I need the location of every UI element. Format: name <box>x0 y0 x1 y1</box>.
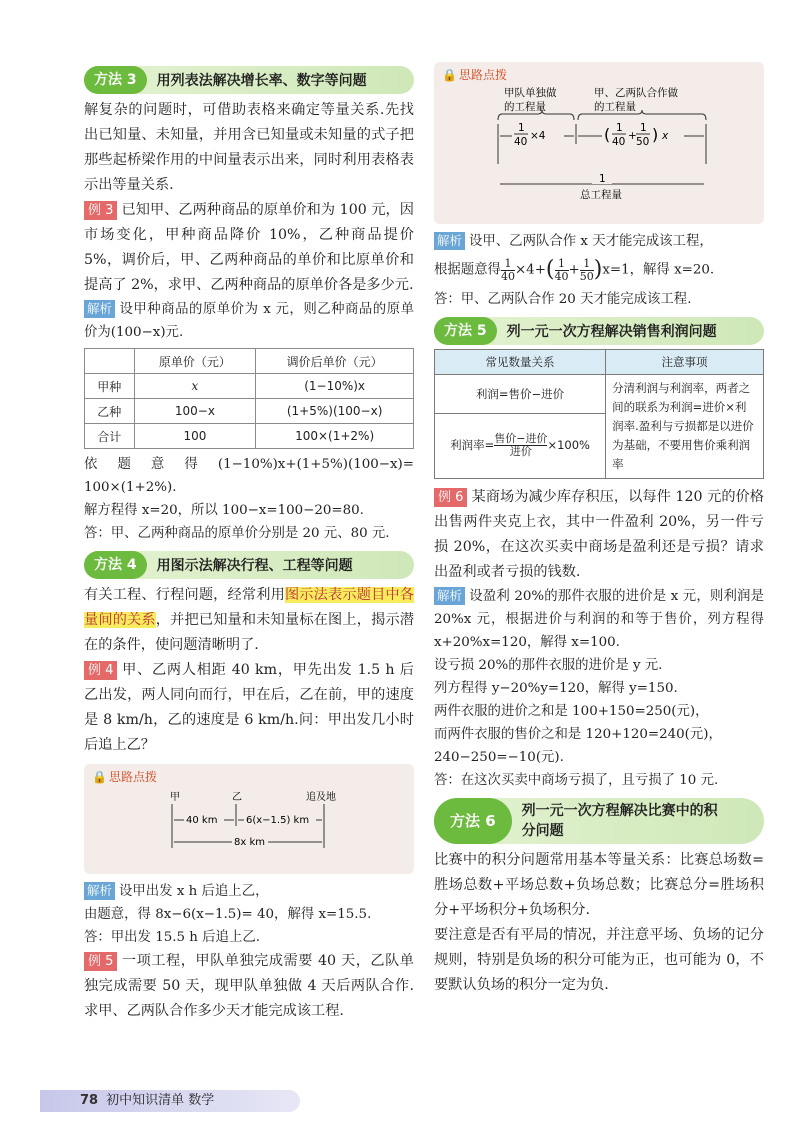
eq-suffix: x=1，解得 x=20. <box>602 262 715 278</box>
paren-open-icon: ( <box>545 257 555 282</box>
f3-den: 50 <box>636 136 650 148</box>
method-6-title-2: 分问题 <box>521 822 564 839</box>
label-jia-work-b: 的工程量 <box>504 101 546 113</box>
lock-icon: 🔒 <box>92 770 107 784</box>
label-joint-work: 甲、乙两队合作做 <box>594 87 678 99</box>
table-cell-note: 分清利润与利润率，两者之间的联系为利润=进价×利润率.盈利与亏损都是以进价为基础，不要用售价乘利润率 <box>606 374 764 478</box>
example-3-answer: 答：甲、乙两种商品的原单价分别是 20 元、80 元. <box>84 526 390 541</box>
example-5-tag: 例 5 <box>84 952 117 971</box>
method-3-title: 用列表法解决增长率、数字等问题 <box>156 73 367 89</box>
total-num: 1 <box>599 173 606 185</box>
method-4-text <box>84 583 414 658</box>
frac-den: 50 <box>579 269 594 283</box>
table-cell: (1+5%)(100−x) <box>256 399 414 424</box>
table-cell: 100−x <box>134 399 256 424</box>
frac-num: 1 <box>501 258 515 271</box>
chase-diagram <box>92 786 406 868</box>
example-5-answer: 答：甲、乙两队合作 20 天才能完成该工程. <box>434 291 692 307</box>
label-jia-distance: 8x km <box>234 837 265 848</box>
label-yi-distance: 6(x−1.5) km <box>246 815 310 826</box>
method-6-title <box>512 801 718 841</box>
example-3-solution-3: 解方程得 x=20，所以 100−x=100−20=80. <box>84 503 364 518</box>
method-6-header <box>434 798 764 844</box>
label-40km: 40 km <box>186 815 218 826</box>
table-cell: 100 <box>134 424 256 449</box>
example-4-solution-2: 由题意，得 8x−6(x−1.5)= 40，解得 x=15.5. <box>84 907 372 922</box>
method-5-header <box>434 317 764 345</box>
table-cell: 乙种 <box>85 399 135 424</box>
f1-num: 1 <box>518 122 525 134</box>
f1-suffix: ×4 <box>530 130 546 142</box>
example-3-solution-2: 依题意得(1−10%)x+(1+5%)(100−x)= 100×(1+2%). <box>84 457 414 495</box>
table-header-cell: 调价后单价（元） <box>256 349 414 374</box>
example-3-solution-1: 设甲种商品的原单价为 x 元，则乙种商品的原单价为(100−x)元. <box>84 302 414 340</box>
example-4-solution <box>84 880 414 903</box>
method-6-text-1: 比赛中的积分问题常用基本等量关系：比赛总场数=胜场总数+平场总数+负场总数；比赛总分=胜场积分+平场积分+负场积分. <box>434 851 764 918</box>
label-catchup: 追及地 <box>306 792 336 803</box>
table-row <box>85 399 414 424</box>
method-6-title-1: 列一元一次方程解决比赛中的积 <box>521 802 718 819</box>
method-4-text-a: 有关工程、行程问题，经常利用 <box>84 587 285 603</box>
frac-num: 售价−进价 <box>494 432 548 446</box>
method-4-tag: 方法 4 <box>84 551 147 579</box>
paren-close-icon: ) <box>652 125 659 144</box>
frac-den: 进价 <box>509 445 532 459</box>
plus-icon: + <box>628 130 637 142</box>
example-4-solution-1: 设甲出发 x h 后追上乙， <box>119 884 269 899</box>
label-joint-work-b: 的工程量 <box>594 101 636 113</box>
fraction-1-40 <box>501 258 515 283</box>
example-6-solution-3: 列方程得 y−20%y=120，解得 y=150. <box>434 680 678 696</box>
example-3-tag: 例 3 <box>84 201 117 220</box>
example-3-text: 已知甲、乙两种商品的原单价和为 100 元，因市场变化，甲种商品降价 10%，乙种商品提价 5%，调价后，甲、乙两种商品的单价和比原单价和提高了 2%，求甲、乙两种商品的原单价各是多少元. <box>84 202 414 293</box>
table-cell: 利润=售价−进价 <box>435 374 606 414</box>
table-header-cell: 注意事项 <box>606 349 764 374</box>
example-4-text: 甲、乙两人相距 40 km，甲先出发 1.5 h 后乙出发，两人同向而行，甲在后，乙在前，甲的速度是 8 km/h，乙的速度是 6 km/h.问：甲出发几小时后追上乙？ <box>84 662 414 753</box>
method-4-header <box>84 551 414 579</box>
table-cell: 100×(1+2%) <box>256 424 414 449</box>
book-title: 初中知识清单 数学 <box>106 1093 215 1108</box>
table-cell: 甲种 <box>85 374 135 399</box>
rate-fraction <box>494 433 547 458</box>
example-4-answer: 答：甲出发 15.5 h 后追上乙. <box>84 930 260 945</box>
paren-close-icon: ) <box>593 257 603 282</box>
example-6-solution-5: 而两件衣服的售价之和是 120+120=240(元)， <box>434 726 722 742</box>
solution-tag: 解析 <box>434 232 465 250</box>
lock-icon: 🔒 <box>442 68 457 82</box>
hint-title <box>92 768 406 786</box>
method-3-text: 解复杂的问题时，可借助表格来确定等量关系.先找出已知量、未知量，并用含已知量或未知量的式子把那些起桥梁作用的中间量表示出来，同时利用表格表示出等量关系. <box>84 102 414 193</box>
example-6-solution-1: 设盈利 20%的那件衣服的进价是 x 元，则利润是 20%x 元，根据进价与利润的和等于售价，列方程得 x+20%x=120，解得 x=100. <box>434 588 764 650</box>
profit-table <box>434 349 764 479</box>
frac-den: 40 <box>554 269 569 283</box>
example-6-solution <box>434 585 764 654</box>
example-3-solution <box>84 298 414 344</box>
method-3-header <box>84 66 414 94</box>
f2-num: 1 <box>616 122 623 134</box>
f1-den: 40 <box>514 136 528 148</box>
table-row <box>85 374 414 399</box>
table-cell <box>435 414 606 478</box>
example-5-solution-1: 设甲、乙两队合作 x 天才能完成该工程， <box>469 234 713 249</box>
hint-box-4 <box>84 764 414 874</box>
method-5-title: 列一元一次方程解决销售利润问题 <box>506 323 717 340</box>
solution-tag: 解析 <box>434 587 465 605</box>
example-6-solution-2: 设亏损 20%的那件衣服的进价是 y 元. <box>434 657 663 673</box>
method-4-highlight: 图示法表示题目中各量间的关系 <box>84 587 414 628</box>
example-6-text: 某商场为减少库存积压，以每件 120 元的价格出售两件夹克上衣，其中一件盈利 20%，另一件亏损 20%，在这次买卖中商场是盈利还是亏损？请求出盈利或者亏损的钱数. <box>434 488 764 580</box>
work-diagram <box>442 84 756 218</box>
paren-open-icon: ( <box>604 125 611 144</box>
method-6-text-2: 要注意是否有平局的情况，并注意平场、负场的记分规则，特别是负场的积分可能为正，也可能为 0，不要默认负场的积分一定为负. <box>434 926 764 993</box>
eq-prefix: 根据题意得 <box>434 262 501 278</box>
frac-num: 1 <box>580 258 594 271</box>
solution-tag: 解析 <box>84 300 115 318</box>
f3-num: 1 <box>640 122 647 134</box>
table-cell: (1−10%)x <box>256 374 414 399</box>
example-6-tag: 例 6 <box>434 488 467 507</box>
method-4-title: 用图示法解决行程、工程等问题 <box>156 558 353 574</box>
example-6-answer: 答：在这次买卖中商场亏损了，且亏损了 10 元. <box>434 772 719 788</box>
table-row <box>85 424 414 449</box>
example-6 <box>434 485 764 585</box>
table-cell: 合计 <box>85 424 135 449</box>
solution-tag: 解析 <box>84 882 115 900</box>
rate-suffix: ×100% <box>547 438 590 453</box>
label-jia-work: 甲队单独做 <box>504 87 557 99</box>
example-5 <box>84 949 414 1024</box>
eq-mid: ×4+ <box>514 262 546 278</box>
table-header-cell: 常见数量关系 <box>435 349 606 374</box>
method-6-tag: 方法 6 <box>434 798 512 844</box>
example-6-solution-4: 两件衣服的进价之和是 100+150=250(元)， <box>434 703 709 719</box>
table-header-cell <box>85 349 135 374</box>
hint-title-text: 思路点拨 <box>458 68 507 82</box>
table-cell: x <box>134 374 256 399</box>
price-table <box>84 348 414 449</box>
frac-num: 1 <box>555 258 569 271</box>
fraction-1-40b <box>555 258 569 283</box>
fraction-1-50 <box>580 258 594 283</box>
label-jia: 甲 <box>170 792 180 803</box>
total-label: 总工程量 <box>580 189 622 201</box>
example-3 <box>84 198 414 298</box>
left-column <box>84 60 414 1024</box>
frac-den: 40 <box>500 269 515 283</box>
hint-title <box>442 66 756 84</box>
method-4-text-b: ，并把已知量和未知量标在图上，揭示潜在的条件，使问题清晰明了. <box>84 612 414 653</box>
example-4 <box>84 658 414 758</box>
page-footer <box>40 1090 300 1112</box>
f2-suffix: x <box>662 130 669 142</box>
example-5-text: 一项工程，甲队单独完成需要 40 天，乙队单独完成需要 50 天，现甲队单独做 4 天后两队合作.求甲、乙两队合作多少天才能完成该工程. <box>84 953 414 1019</box>
example-4-tag: 例 4 <box>84 661 117 680</box>
label-yi: 乙 <box>232 792 242 803</box>
right-column <box>434 60 764 998</box>
rate-prefix: 利润率= <box>450 438 495 453</box>
table-header-cell: 原单价（元） <box>134 349 256 374</box>
f2-den: 40 <box>612 136 626 148</box>
example-5-solution-2 <box>434 253 764 288</box>
plus-icon: + <box>568 262 580 278</box>
method-3-tag: 方法 3 <box>84 66 147 94</box>
example-5-solution <box>434 230 764 253</box>
hint-title-text: 思路点拨 <box>108 770 157 784</box>
hint-box-5 <box>434 62 764 224</box>
example-6-solution-6: 240−250=−10(元). <box>434 749 564 765</box>
page-number: 78 <box>80 1093 99 1108</box>
method-5-tag: 方法 5 <box>434 317 497 345</box>
